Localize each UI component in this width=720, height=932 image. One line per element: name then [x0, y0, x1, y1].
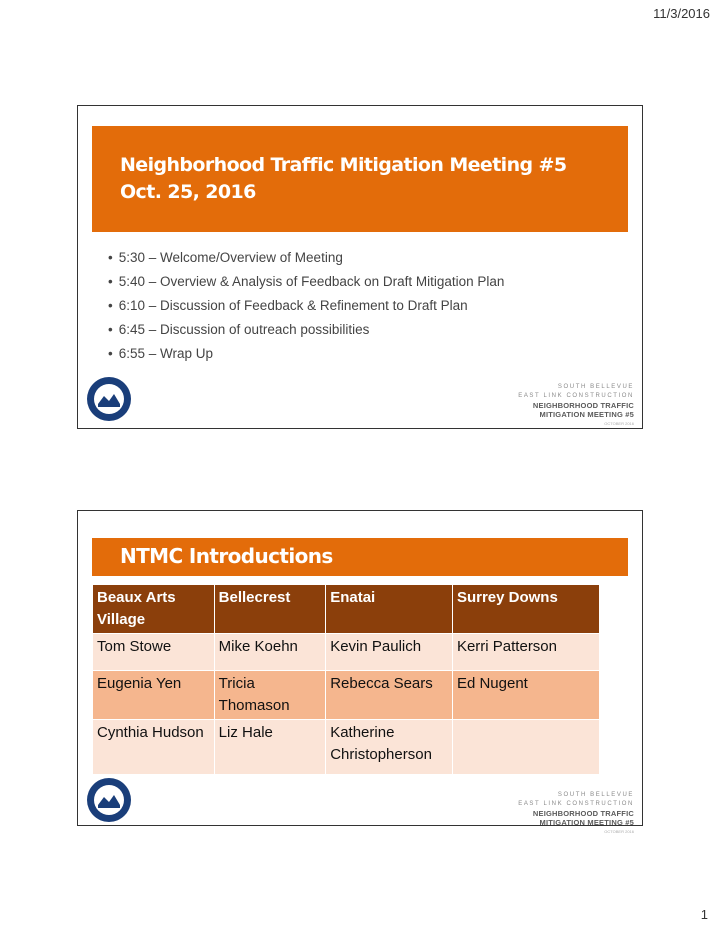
title-band	[92, 538, 628, 576]
table-cell: Tom Stowe	[93, 634, 215, 671]
table-cell: Liz Hale	[214, 720, 326, 775]
slide-title	[120, 152, 566, 206]
city-seal-logo	[86, 777, 132, 823]
table-cell: Katherine Christopherson	[326, 720, 453, 775]
agenda-item: • 6:10 – Discussion of Feedback & Refinement to Draft Plan	[108, 294, 504, 318]
agenda-item: • 5:30 – Welcome/Overview of Meeting	[108, 246, 504, 270]
page-date: 11/3/2016	[653, 6, 710, 21]
title-band	[92, 126, 628, 232]
title-line-1: Neighborhood Traffic Mitigation Meeting #5	[120, 154, 567, 176]
table-cell: Tricia Thomason	[214, 671, 326, 720]
city-seal-logo	[86, 376, 132, 422]
meeting-badge: SOUTH BELLEVUE EAST LINK CONSTRUCTION NEIGHBORHOOD TRAFFIC MITIGATION MEETING #5 OCTOBER 2016	[518, 792, 634, 834]
table-cell: Eugenia Yen	[93, 671, 215, 720]
table-cell: Rebecca Sears	[326, 671, 453, 720]
agenda-item: • 6:45 – Discussion of outreach possibilities	[108, 318, 504, 342]
table-row	[93, 634, 600, 671]
slide-introductions	[77, 510, 643, 834]
slide-agenda	[77, 105, 643, 429]
column-header: Surrey Downs	[452, 585, 599, 634]
table-cell: Kevin Paulich	[326, 634, 453, 671]
table-cell: Cynthia Hudson	[93, 720, 215, 775]
column-header: Beaux Arts Village	[93, 585, 215, 634]
agenda-item: • 5:40 – Overview & Analysis of Feedback on Draft Mitigation Plan	[108, 270, 504, 294]
table-cell: Mike Koehn	[214, 634, 326, 671]
table-cell: Ed Nugent	[452, 671, 599, 720]
title-line-2: Oct. 25, 2016	[120, 181, 256, 203]
table-cell: Kerri Patterson	[452, 634, 599, 671]
table-row	[93, 671, 600, 720]
meeting-badge: SOUTH BELLEVUE EAST LINK CONSTRUCTION NEIGHBORHOOD TRAFFIC MITIGATION MEETING #5 OCTOBER 2016	[518, 384, 634, 426]
introductions-table	[92, 584, 600, 775]
page-number: 1	[700, 907, 708, 922]
agenda-item: • 6:55 – Wrap Up	[108, 342, 504, 366]
column-header: Enatai	[326, 585, 453, 634]
table-cell	[452, 720, 599, 775]
table-row	[93, 720, 600, 775]
agenda-list	[108, 246, 504, 366]
slide-title: NTMC Introductions	[120, 544, 333, 568]
column-header: Bellecrest	[214, 585, 326, 634]
